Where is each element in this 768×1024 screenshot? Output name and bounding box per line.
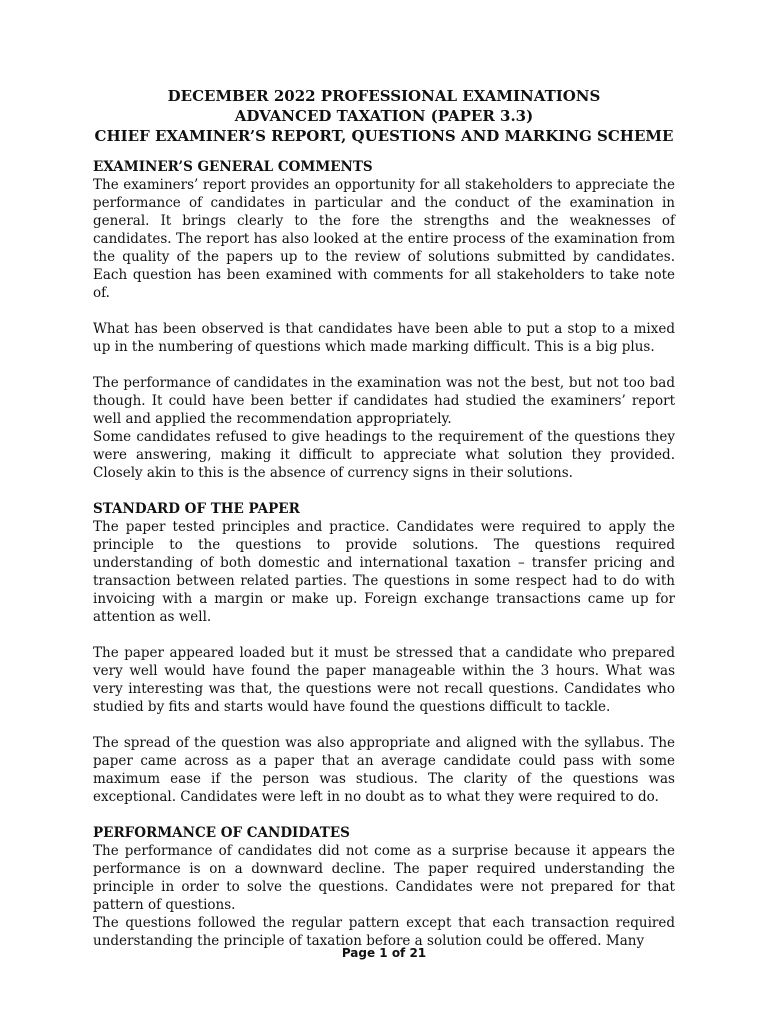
paragraph: The paper appeared loaded but it must be stressed that a candidate who prepared very well would have found the paper manageable within the 3 hours. What was very interesting was that, the questions were not recall questions. Candidates who studied by fits and starts would have found the questions difficult to tackle. [93, 645, 675, 715]
paragraph: The questions followed the regular pattern except that each transaction required understanding the principle of taxation before a solution could be offered. Many [93, 915, 675, 949]
page-number: Page 1 of 21 [341, 946, 427, 960]
paragraph: What has been observed is that candidates have been able to put a stop to a mixed up in the numbering of questions which made marking difficult. This is a big plus. [93, 321, 675, 355]
paragraph: Some candidates refused to give headings to the requirement of the questions they were answering, making it difficult to appreciate what solution they provided. Closely akin to this is the absence of currency signs in their solutions. [93, 429, 675, 481]
section-heading-standard-of-paper: STANDARD OF THE PAPER [93, 501, 300, 517]
paragraph: The performance of candidates did not come as a surprise because it appears the performance is on a downward decline. The paper required understanding the principle in order to solve the questions. Candidates were not prepared for that pattern of questions. [93, 843, 675, 913]
paper-title: ADVANCED TAXATION (PAPER 3.3) [234, 107, 534, 125]
paragraph: The performance of candidates in the examination was not the best, but not too bad though. It could have been better if candidates had studied the examiners’ report well and applied the recommendation appropriately. [93, 375, 675, 427]
paragraph: The spread of the question was also appropriate and aligned with the syllabus. The paper came across as a paper that an average candidate could pass with some maximum ease if the person was studious. The clarity of the questions was exceptional. Candidates were left in no doubt as to what they were required to do. [93, 735, 675, 805]
document-title-block [93, 86, 675, 146]
paragraph: The examiners’ report provides an opportunity for all stakeholders to appreciate the performance of candidates in particular and the conduct of the examination in general. It brings clearly to the fore the strengths and the weaknesses of candidates. The report has also looked at the entire process of the examination from the quality of the papers up to the review of solutions submitted by candidates. Each question has been examined with comments for all stakeholders to take note of. [93, 177, 675, 301]
section-heading-performance-of-candidates: PERFORMANCE OF CANDIDATES [93, 825, 350, 841]
section-heading-general-comments: EXAMINER’S GENERAL COMMENTS [93, 159, 373, 175]
report-title: CHIEF EXAMINER’S REPORT, QUESTIONS AND MARKING SCHEME [94, 127, 674, 145]
paragraph: The paper tested principles and practice. Candidates were required to apply the principle to the questions to provide solutions. The questions required understanding of both domestic and international taxation – transfer pricing and transaction between related parties. The questions in some respect had to do with invoicing with a margin or make up. Foreign exchange transactions came up for attention as well. [93, 519, 675, 625]
document-page [93, 86, 675, 950]
exam-title: DECEMBER 2022 PROFESSIONAL EXAMINATIONS [167, 87, 601, 105]
